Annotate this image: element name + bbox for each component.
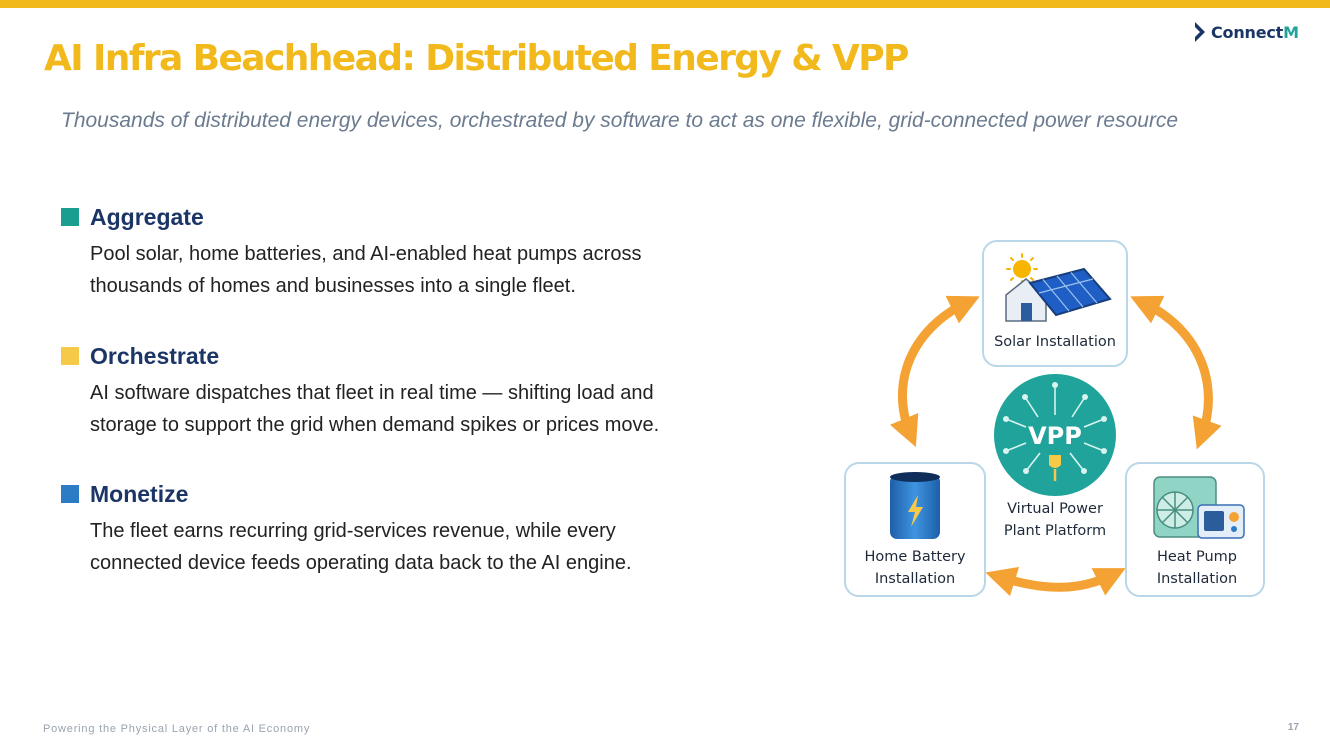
arrow-battery-solar — [902, 303, 966, 433]
vpp-badge: VPP — [1028, 422, 1082, 450]
arrow-battery-heatpump — [1000, 575, 1112, 587]
vpp-label-line2: Plant Platform — [1003, 523, 1107, 539]
vpp-platform — [994, 374, 1116, 539]
heatpump-label-line1: Heat Pump — [1156, 549, 1238, 565]
logo-name-suffix: M — [1283, 22, 1299, 42]
point-body — [90, 377, 761, 441]
footer-tagline: Powering the Physical Layer of the AI Economy — [43, 723, 311, 735]
point-monetize — [61, 479, 761, 579]
point-body — [90, 238, 761, 302]
page-subtitle: Thousands of distributed energy devices, orchestrated by software to act as one flexible, grid-connected power resource — [61, 109, 1179, 132]
home-battery-card — [845, 463, 985, 596]
solar-label: Solar Installation — [994, 334, 1116, 350]
point-line: connected device feeds operating data back to the AI engine. — [90, 552, 632, 574]
point-line: storage to support the grid when demand spikes or prices move. — [90, 414, 660, 436]
connectm-logo — [1194, 20, 1299, 44]
heatpump-label-line2: Installation — [1156, 571, 1238, 587]
point-aggregate — [61, 202, 761, 302]
page-number: 17 — [1287, 722, 1299, 733]
point-line: The fleet earns recurring grid-services revenue, while every — [90, 520, 616, 542]
page-title: AI Infra Beachhead: Distributed Energy & VPP — [44, 38, 908, 79]
plug-icon — [1049, 455, 1061, 468]
top-accent-bar — [0, 0, 1330, 8]
point-line: thousands of homes and businesses into a single fleet. — [90, 275, 576, 297]
vpp-diagram — [830, 225, 1280, 610]
chevron-logo-icon — [1194, 21, 1208, 43]
yellow-square-bullet-icon — [61, 347, 79, 365]
solar-installation-card — [983, 241, 1127, 366]
point-title: Monetize — [90, 480, 189, 507]
logo-name: Connect — [1211, 22, 1284, 42]
blue-square-bullet-icon — [61, 485, 79, 503]
battery-icon — [890, 472, 940, 539]
battery-label-line1: Home Battery — [864, 549, 966, 565]
heat-pump-card — [1126, 463, 1264, 596]
battery-label-line2: Installation — [874, 571, 956, 587]
teal-square-bullet-icon — [61, 208, 79, 226]
vpp-label-line1: Virtual Power — [1007, 501, 1103, 517]
arrow-solar-heatpump — [1144, 303, 1208, 435]
point-line: AI software dispatches that fleet in real time — shifting load and — [90, 382, 654, 404]
point-title: Orchestrate — [90, 342, 220, 369]
point-line: Pool solar, home batteries, and AI-enabled heat pumps across — [90, 243, 642, 265]
point-orchestrate — [61, 341, 761, 441]
point-body — [90, 515, 761, 579]
point-title: Aggregate — [90, 203, 204, 230]
